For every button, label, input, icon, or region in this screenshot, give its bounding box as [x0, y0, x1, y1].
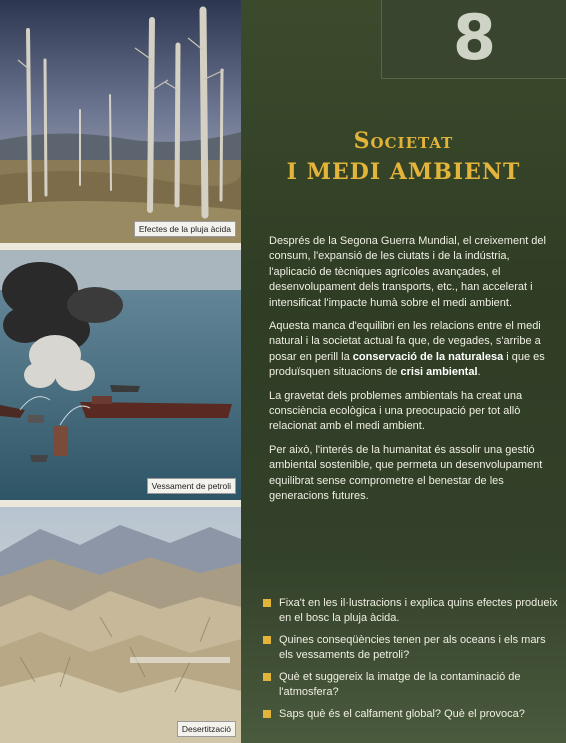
- question-text: Saps què és el calfament global? Què el provoca?: [279, 708, 525, 720]
- paragraph-2: [269, 319, 559, 381]
- chapter-title-line2: [241, 159, 566, 185]
- paragraph-2-bold-crisis: crisi ambiental: [400, 366, 478, 379]
- intro-text: [269, 234, 559, 513]
- oil-spill-caption: Vessament de petroli: [147, 478, 236, 494]
- paragraph-2-bold-conservation: conservació de la naturalesa: [352, 350, 504, 363]
- question-text: Què et suggereix la imatge de la contaminació de l'atmosfera?: [279, 671, 521, 698]
- question-item: [261, 596, 561, 626]
- question-text: Quines conseqüències tenen per als oceans i els mars els vessaments de petroli?: [279, 634, 546, 661]
- question-list: [261, 596, 561, 729]
- paragraph-3: La gravetat dels problemes ambientals ha creat una consciència ecològica i una preocupació per tot allò relacionat amb el medi ambient.: [269, 389, 523, 433]
- chapter-title-text-2: I MEDI AMBIENT: [286, 159, 521, 185]
- oil-spill-photo: [0, 250, 241, 500]
- question-item: [261, 670, 561, 700]
- paragraph-2-part-c: i que es produïsquen situacions de: [269, 350, 545, 379]
- acid-rain-photo: [0, 0, 241, 243]
- square-bullet-icon: [263, 673, 271, 681]
- square-bullet-icon: [263, 710, 271, 718]
- chapter-title-text-1: Societat: [353, 128, 454, 154]
- paragraph-2-end: .: [477, 366, 481, 379]
- chapter-number: 8: [452, 1, 497, 74]
- photo-column: [0, 0, 241, 743]
- desertification-caption: Desertització: [177, 721, 236, 737]
- square-bullet-icon: [263, 636, 271, 644]
- square-bullet-icon: [263, 599, 271, 607]
- desertification-photo: [0, 507, 241, 743]
- paragraph-4: Per això, l'interés de la humanitat és assolir una gestió ambiental sostenible, que permeta un desenvolupament equilibrat sense comprometre el benestar de les generacions futures.: [269, 443, 543, 503]
- chapter-number-box: [381, 0, 566, 79]
- paragraph-2-part-a: Aquesta manca d'equilibri en les relacions entre el medi natural i la societat actual fa que, de vegades, s'arribe a posar en perill la: [269, 320, 541, 363]
- question-text: Fixa't en les il·lustracions i explica quins efectes produeix en el bosc la pluja àcida.: [279, 597, 558, 624]
- paragraph-1: Després de la Segona Guerra Mundial, el creixement del consum, l'expansió de les ciutats i de la indústria, l'aplicació de tècniques agrícoles avançades, el desenvolupament dels transports, etc., han accelerat i intensificat l'impacte humà sobre el medi ambient.: [269, 235, 546, 309]
- acid-rain-caption: Efectes de la pluja àcida: [134, 221, 236, 237]
- text-panel: [241, 0, 566, 743]
- question-item: [261, 633, 561, 663]
- question-item: [261, 707, 561, 722]
- chapter-title-line1: [241, 128, 566, 154]
